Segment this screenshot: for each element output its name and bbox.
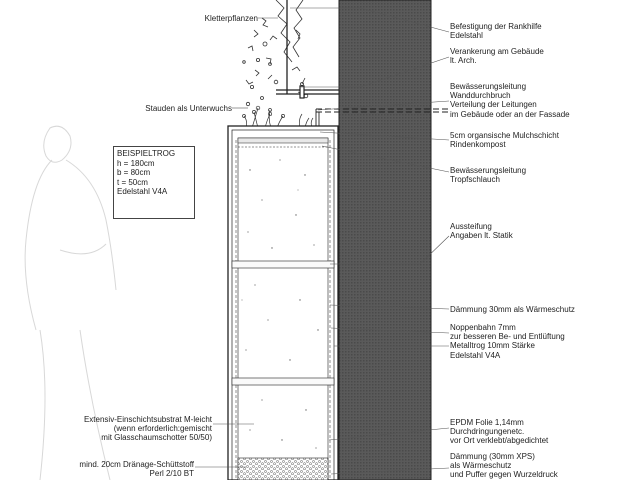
label-line: als Wärmeschutz — [450, 461, 512, 471]
label-line: Perl 2/10 BT — [149, 469, 194, 479]
label-line: Bewässerungsleitung — [450, 82, 527, 91]
label-line: Dämmung (30mm XPS) — [450, 452, 535, 461]
label-substrate — [30, 415, 212, 443]
label-line: Edelstahl — [450, 31, 483, 41]
label-trellis-fixing — [450, 22, 542, 40]
building-wall — [339, 0, 431, 480]
label-mulch — [450, 131, 559, 149]
label-anchoring — [450, 47, 544, 65]
label-line: zur besseren Be- und Entlüftung — [450, 332, 565, 342]
label-line: Verteilung der Leitungen — [450, 100, 537, 110]
planter-trough — [228, 126, 338, 480]
label-drip-hose — [450, 166, 526, 184]
label-irrigation-wall — [450, 82, 570, 119]
label-line: Aussteifung — [450, 222, 492, 231]
label-line: Noppenbahn 7mm — [450, 323, 516, 332]
label-line: Durchdringungenetc. — [450, 427, 525, 437]
box-depth: t = 50cm — [117, 177, 148, 187]
example-trough-box — [113, 146, 195, 219]
label-epdm — [450, 418, 548, 446]
label-line: mind. 20cm Dränage-Schüttstoff — [79, 460, 194, 469]
label-text: Stauden als Unterwuchs — [145, 104, 232, 113]
label-line: Rindenkompost — [450, 140, 506, 150]
box-height: h = 180cm — [117, 158, 155, 168]
label-line: im Gebäude oder an der Fassade — [450, 109, 570, 119]
label-line: (wenn erforderlich:gemischt — [113, 424, 212, 434]
label-line: Wanddurchbruch — [450, 91, 511, 101]
label-line: 5cm organsische Mulchschicht — [450, 131, 559, 140]
label-line: Dämmung 30mm als Wärmeschutz — [450, 305, 575, 314]
box-material: Edelstahl V4A — [117, 187, 168, 197]
label-line: Metalltrog 10mm Stärke — [450, 341, 535, 351]
label-line: Verankerung am Gebäude — [450, 47, 544, 56]
label-stiffening — [450, 222, 513, 240]
label-line: EPDM Folie 1,14mm — [450, 418, 524, 427]
label-line: Angaben lt. Statik — [450, 231, 513, 241]
perennials-drawing — [243, 106, 314, 128]
label-line: Befestigung der Rankhilfe — [450, 22, 542, 31]
box-title: BEISPIELTROG — [117, 149, 176, 158]
label-dimple-sheet — [450, 323, 565, 360]
label-insulation — [450, 305, 575, 314]
box-width: b = 80cm — [117, 168, 151, 178]
label-xps — [450, 452, 558, 480]
label-line: vor Ort verklebt/abgedichtet — [450, 436, 549, 446]
label-line: Extensiv-Einschichtsubstrat M-leicht — [83, 415, 212, 424]
label-line: Tropfschlauch — [450, 175, 500, 185]
label-text: Kletterpflanzen — [204, 14, 258, 23]
label-line: lt. Arch. — [450, 56, 477, 66]
label-line: Bewässerungsleitung — [450, 166, 527, 175]
label-line: und Puffer gegen Wurzeldruck — [450, 470, 558, 480]
label-climbing-plants — [150, 14, 258, 23]
label-line: Edelstahl V4A — [450, 350, 501, 360]
label-line: mit Glasschaumschotter 50/50) — [101, 433, 212, 443]
label-drainage — [30, 460, 194, 478]
label-underplanting — [120, 104, 232, 113]
